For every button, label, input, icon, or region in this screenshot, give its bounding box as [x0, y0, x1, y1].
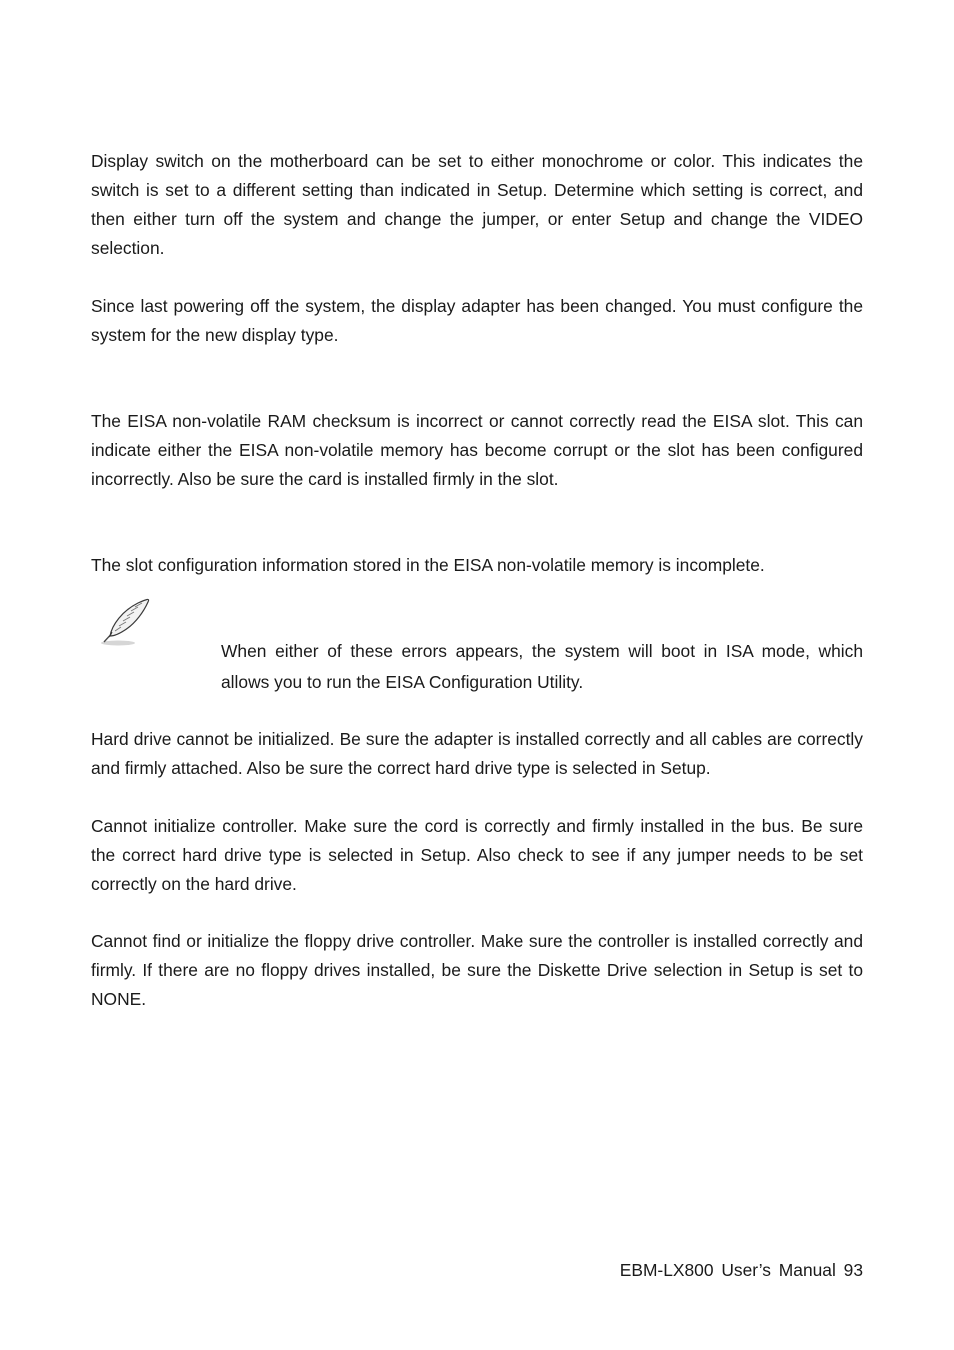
paragraph-video-switch: Display switch on the motherboard can be set to either monochrome or color. This indicates the switch is set to a different setting than indicated in Setup. Determine which setting is correct, and then either turn off the system and change the jumper, or enter Setup and change the VIDEO selection.	[91, 151, 863, 258]
paragraph-floppy-controller: Cannot find or initialize the floppy drive controller. Make sure the controller is installed correctly and firmly. If there are no floppy drives installed, be sure the Diskette Drive selection in Setup is set to NONE.	[91, 931, 863, 1009]
paragraph-eisa-checksum: The EISA non-volatile RAM checksum is incorrect or cannot correctly read the EISA slot. This can indicate either the EISA non-volatile memory has become corrupt or the slot has been configured incorrectly. Also be sure the card is installed firmly in the slot.	[91, 411, 863, 489]
feather-quill-icon	[98, 597, 152, 649]
paragraph-controller-init: Cannot initialize controller. Make sure the cord is correctly and firmly installed in the bus. Be sure the correct hard drive type is selected in Setup. Also check to see if any jumper needs to be set correctly on the hard drive.	[91, 816, 863, 894]
paragraph-hard-drive-init: Hard drive cannot be initialized. Be sure the adapter is installed correctly and all cables are correctly and firmly attached. Also be sure the correct hard drive type is selected in Setup.	[91, 729, 863, 778]
paragraph-display-adapter: Since last powering off the system, the display adapter has been changed. You must configure the system for the new display type.	[91, 296, 863, 345]
paragraph-eisa-slot-config: The slot configuration information stored in the EISA non-volatile memory is incomplete.	[91, 555, 765, 575]
page-footer: EBM-LX800 User’s Manual 93	[619, 1260, 863, 1280]
note-text: When either of these errors appears, the system will boot in ISA mode, which allows you to run the EISA Configuration Utility.	[221, 641, 863, 692]
